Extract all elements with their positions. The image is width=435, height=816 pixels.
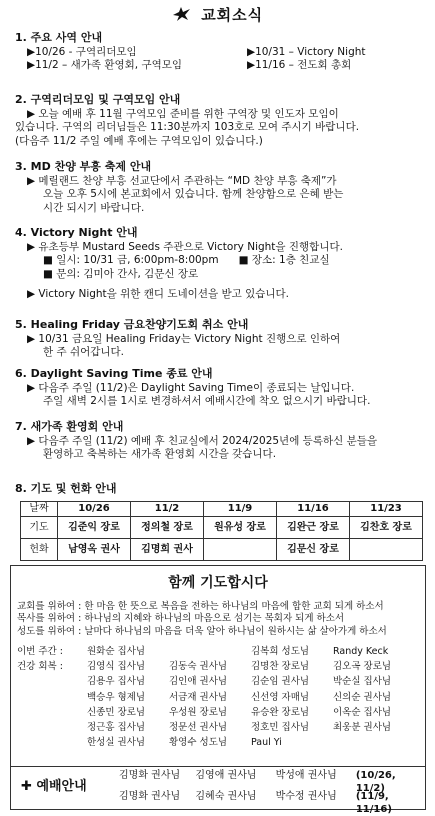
group-label: 이번 주간 : bbox=[17, 646, 63, 657]
schedule-item: ▶11/2 – 새가족 환영회, 구역모임 bbox=[27, 59, 183, 72]
table-cell: 김문신 장로 bbox=[277, 539, 350, 561]
body-line: ■ 문의: 김미아 간사, 김문신 장로 bbox=[43, 268, 199, 281]
group-label bbox=[17, 707, 87, 722]
usher-row bbox=[119, 790, 425, 816]
person-name: 이옥순 집사님 bbox=[333, 706, 392, 718]
list-item bbox=[17, 722, 422, 737]
group-label bbox=[17, 676, 87, 691]
section-4 bbox=[15, 226, 427, 302]
table-cell: 남영옥 권사 bbox=[58, 539, 131, 561]
person-name: 백승우 형제님 bbox=[87, 691, 146, 703]
table-cell: 김명희 권사 bbox=[131, 539, 204, 561]
body-line: ▶ 유초등부 Mustard Seeds 주관으로 Victory Night을 진행합니다. bbox=[27, 240, 343, 253]
body-line: ▶ 다음주 주일 (11/2) 예배 후 친교실에서 2024/2025년에 등록하신 분들을 bbox=[27, 434, 378, 447]
table-cell bbox=[204, 539, 277, 561]
body-line: ▶ 다음주 주일 (11/2)은 Daylight Saving Time이 종료되는 날입니다. bbox=[27, 381, 355, 394]
body-line: 시간 되시기 바랍니다. bbox=[43, 202, 145, 215]
section-title: 3. MD 찬양 부흥 축제 안내 bbox=[15, 160, 152, 173]
section-6 bbox=[15, 367, 427, 409]
table-header-cell: 11/16 bbox=[277, 502, 350, 517]
body-line: ▶ 오늘 예배 후 11월 구역모임 준비를 위한 구역장 및 인도자 모임이 bbox=[27, 107, 339, 120]
section-title: 4. Victory Night 안내 bbox=[15, 226, 138, 239]
person-name: 김동숙 권사님 bbox=[169, 661, 228, 673]
table-header-cell: 11/9 bbox=[204, 502, 277, 517]
section-title: 2. 구역리더모임 및 구역모임 안내 bbox=[15, 93, 181, 106]
list-item bbox=[17, 676, 422, 691]
usher-name: 박성애 권사님 bbox=[275, 770, 337, 781]
schedule-item: ▶10/26 - 구역리더모임 bbox=[27, 45, 137, 58]
dove-icon bbox=[172, 6, 192, 22]
section-2 bbox=[15, 93, 427, 149]
section-title: 5. Healing Friday 금요찬양기도회 취소 안내 bbox=[15, 318, 249, 331]
table-cell: 정의철 장로 bbox=[131, 517, 204, 539]
table-cell: 헌화 bbox=[21, 539, 58, 561]
person-name: 서금재 권사님 bbox=[169, 691, 228, 703]
person-name: Paul Yi bbox=[251, 737, 282, 749]
page-title: 교회소식 bbox=[201, 6, 264, 24]
section-8 bbox=[15, 482, 427, 497]
list-item bbox=[17, 737, 422, 752]
table-header-cell: 10/26 bbox=[58, 502, 131, 517]
person-name: 신선영 자매님 bbox=[251, 691, 310, 703]
body-line: ■ 일시: 10/31 금, 6:00pm-8:00pm ■ 장소: 1층 친교실 bbox=[43, 254, 330, 267]
person-name: 김순임 권사님 bbox=[251, 676, 310, 688]
usher-dates: (11/9, 11/16) bbox=[355, 791, 392, 816]
body-line: ▶ Victory Night을 위한 캔디 도네이션을 받고 있습니다. bbox=[27, 288, 289, 301]
person-name: 원화순 집사님 bbox=[87, 646, 146, 657]
body-line: 한 주 쉬어갑니다. bbox=[43, 346, 125, 359]
section-1 bbox=[15, 31, 427, 73]
person-name bbox=[333, 737, 415, 752]
person-name: 황영수 성도님 bbox=[169, 737, 228, 749]
table-cell: 원유성 장로 bbox=[204, 517, 277, 539]
person-name: 김용우 집사님 bbox=[87, 676, 146, 688]
body-line: 환영하고 축복하는 새가족 환영회 시간을 갖습니다. bbox=[43, 448, 277, 461]
divider bbox=[11, 766, 425, 767]
prayer-name-list bbox=[17, 646, 422, 752]
section-title: 7. 새가족 환영회 안내 bbox=[15, 420, 124, 433]
person-name: Randy Keck bbox=[333, 646, 389, 657]
table-cell: 김완근 장로 bbox=[277, 517, 350, 539]
usher-name: 박수정 권사님 bbox=[275, 791, 337, 802]
person-name: 정문선 권사님 bbox=[169, 721, 228, 733]
title-row bbox=[0, 6, 435, 26]
plus-icon: ✚ bbox=[21, 779, 32, 794]
usher-name: 김명화 권사님 bbox=[119, 791, 181, 802]
prayer-line: 목사를 위하여 : 하나님의 지혜와 하나님의 마음으로 섬기는 목회자 되게 하소서 bbox=[17, 613, 345, 625]
person-name: 신의순 권사님 bbox=[333, 691, 392, 703]
usher-dates: (10/26, 11/2) bbox=[355, 770, 396, 795]
section-7 bbox=[15, 420, 427, 462]
group-label: 건강 회복 : bbox=[17, 661, 63, 673]
list-item bbox=[17, 646, 422, 661]
section-5 bbox=[15, 318, 427, 360]
table-header-row bbox=[21, 502, 423, 517]
section-title: 6. Daylight Saving Time 종료 안내 bbox=[15, 367, 213, 380]
group-label bbox=[17, 692, 87, 707]
table-cell: 김준익 장로 bbox=[58, 517, 131, 539]
person-name: 박순실 집사님 bbox=[333, 676, 392, 688]
group-label bbox=[17, 737, 87, 752]
person-name: 김오곡 장로님 bbox=[333, 661, 392, 673]
group-label bbox=[17, 722, 87, 737]
list-item bbox=[17, 661, 422, 676]
usher-name: 김혜숙 권사님 bbox=[195, 791, 257, 802]
prayer-title: 함께 기도합시다 bbox=[168, 575, 268, 591]
prayer-line: 교회를 위하여 : 한 마음 한 뜻으로 복음을 전하는 하나님의 마음에 합한 교회 되게 하소서 bbox=[17, 601, 384, 612]
person-name: 김인애 권사님 bbox=[169, 676, 228, 688]
prayer-schedule-table bbox=[20, 501, 423, 561]
person-name: 김복희 성도님 bbox=[251, 646, 310, 657]
table-cell: 기도 bbox=[21, 517, 58, 539]
list-item bbox=[17, 707, 422, 722]
person-name: 김명찬 장로님 bbox=[251, 661, 310, 673]
prayer-line: 성도를 위하여 : 날마다 하나님의 마음을 더욱 알아 하나님이 원하시는 삶 살아가게 하소서 bbox=[17, 625, 387, 637]
body-line: 주일 새벽 2시를 1시로 변경하셔서 예배시간에 착오 없으시기 바랍니다. bbox=[43, 395, 371, 408]
schedule-item: ▶10/31 – Victory Night bbox=[247, 45, 366, 58]
person-name: 한성실 권사님 bbox=[87, 737, 146, 749]
section-title: 1. 주요 사역 안내 bbox=[15, 31, 103, 44]
list-item bbox=[17, 692, 422, 707]
person-name bbox=[169, 646, 251, 661]
usher-name: 김명화 권사님 bbox=[119, 770, 181, 781]
person-name: 최웅분 권사님 bbox=[333, 721, 392, 733]
person-name: 우성원 장로님 bbox=[169, 706, 228, 718]
body-line: ▶ 메릴랜드 찬양 부흥 선교단에서 주관하는 “MD 찬양 부흥 축제”가 bbox=[27, 174, 337, 187]
person-name: 정호민 집사님 bbox=[251, 721, 310, 733]
person-name: 신종민 장로님 bbox=[87, 706, 146, 718]
prayer-lines bbox=[17, 601, 422, 638]
table-cell bbox=[350, 539, 423, 561]
usher-label-text: 예배안내 bbox=[36, 779, 87, 794]
schedule-row bbox=[15, 46, 427, 60]
table-header-cell: 날짜 bbox=[21, 502, 58, 517]
usher-label bbox=[21, 778, 87, 795]
person-name: 유승완 장로님 bbox=[251, 706, 310, 718]
table-header-cell: 11/2 bbox=[131, 502, 204, 517]
person-name: 정근홍 집사님 bbox=[87, 721, 146, 733]
table-row bbox=[21, 539, 423, 561]
body-line: 오늘 오후 5시에 본교회에서 있습니다. 함께 찬양함으로 은혜 받는 bbox=[43, 188, 344, 201]
section-title: 8. 기도 및 헌화 안내 bbox=[15, 482, 117, 495]
person-name: 김영식 집사님 bbox=[87, 661, 146, 673]
prayer-box bbox=[10, 565, 426, 816]
section-3 bbox=[15, 160, 427, 216]
usher-name: 김영애 권사님 bbox=[195, 770, 257, 781]
table-header-cell: 11/23 bbox=[350, 502, 423, 517]
table-cell: 김찬호 장로 bbox=[350, 517, 423, 539]
body-line: 있습니다. 구역의 리더님들은 11:30분까지 103호로 모여 주시기 바랍니다. bbox=[15, 121, 360, 134]
schedule-item: ▶11/16 – 전도회 총회 bbox=[247, 59, 352, 72]
schedule-row bbox=[15, 59, 427, 73]
body-line: ▶ 10/31 금요일 Healing Friday는 Victory Night 진행으로 인하여 bbox=[27, 332, 341, 345]
table-row bbox=[21, 517, 423, 539]
body-line: (다음주 11/2 주일 예배 후에는 구역모임이 있습니다.) bbox=[15, 135, 263, 148]
